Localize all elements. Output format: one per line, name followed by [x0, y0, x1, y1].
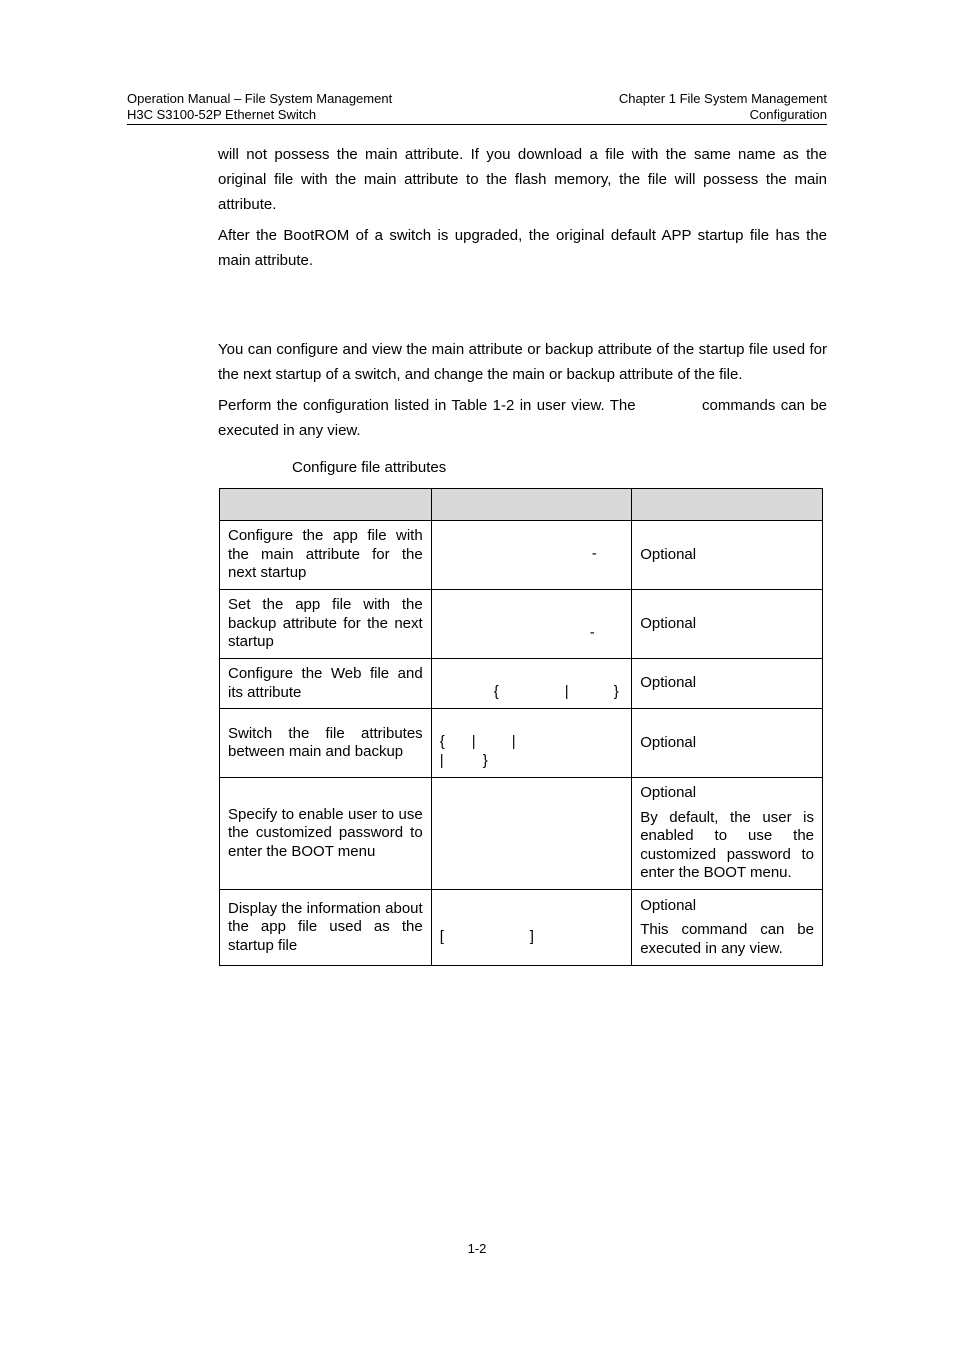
- paragraph-user-view-part2: commands can be executed in any view.: [218, 397, 828, 439]
- paragraph-user-view-part1: Perform the configuration listed in Table 1-2 in user view. The: [218, 397, 636, 414]
- command-symbol: -: [589, 624, 595, 641]
- table-row: [220, 659, 823, 709]
- operation-cell: Configure the Web file and its attribute: [220, 659, 432, 709]
- table-header-command: [431, 489, 632, 521]
- remarks-note: This command can be executed in any view.: [640, 921, 814, 957]
- command-symbol: {: [493, 683, 499, 700]
- table-header-remarks: [632, 489, 823, 521]
- paragraph-configure-attributes: You can configure and view the main attribute or backup attribute of the startup file used for the next startup of a switch, and change the main or backup attribute of the file.: [218, 341, 827, 383]
- paragraph-bootrom-upgrade: After the BootROM of a switch is upgraded, the original default APP startup file has the main attribute.: [218, 227, 827, 269]
- file-attributes-table: [219, 488, 823, 966]
- table-caption: Configure file attributes: [292, 459, 447, 476]
- remarks-text: Optional: [640, 614, 697, 632]
- running-header-right: [619, 91, 827, 123]
- command-cell: [431, 778, 632, 890]
- remarks-text: Optional: [640, 733, 697, 751]
- command-symbol: {: [439, 733, 445, 750]
- command-symbol: |: [511, 733, 516, 750]
- command-symbol: |: [439, 752, 444, 769]
- command-symbol: [: [439, 928, 444, 945]
- command-symbol: ]: [529, 928, 534, 945]
- remarks-note: By default, the user is enabled to use the customized password to enter the BOOT menu.: [640, 808, 814, 882]
- command-cell: [431, 709, 632, 778]
- command-symbol: |: [471, 733, 476, 750]
- header-product-name: H3C S3100-52P Ethernet Switch: [127, 107, 317, 122]
- operation-cell: Configure the app file with the main attribute for the next startup: [220, 521, 432, 590]
- command-cell: [431, 890, 632, 966]
- command-symbol: -: [591, 545, 597, 562]
- command-cell: [431, 659, 632, 709]
- remarks-text: Optional: [640, 896, 697, 914]
- remarks-text: Optional: [640, 784, 697, 802]
- operation-cell: Display the information about the app file used as the startup file: [220, 890, 432, 966]
- command-symbol: }: [613, 683, 619, 700]
- remarks-cell: [632, 659, 823, 709]
- table-header-row: [220, 489, 823, 521]
- remarks-cell: [632, 778, 823, 890]
- table-row: [220, 890, 823, 966]
- remarks-text: Optional: [640, 545, 697, 563]
- remarks-cell: [632, 890, 823, 966]
- header-section-name: Configuration: [749, 107, 827, 122]
- command-symbol: }: [482, 752, 488, 769]
- running-header-left: [127, 91, 392, 123]
- remarks-text: Optional: [640, 674, 697, 692]
- header-divider: [127, 124, 827, 125]
- command-symbol: |: [564, 683, 569, 700]
- command-cell: [431, 590, 632, 659]
- table-header-operation: [220, 489, 432, 521]
- remarks-cell: [632, 521, 823, 590]
- page-number: 1-2: [467, 1241, 487, 1256]
- header-manual-title: Operation Manual – File System Management: [127, 91, 393, 106]
- table-row: [220, 778, 823, 890]
- operation-cell: Set the app file with the backup attribute for the next startup: [220, 590, 432, 659]
- operation-cell: Specify to enable user to use the customized password to enter the BOOT menu: [220, 778, 432, 890]
- command-cell: [431, 521, 632, 590]
- table-row: [220, 521, 823, 590]
- remarks-cell: [632, 590, 823, 659]
- paragraph-user-view: [218, 393, 827, 443]
- operation-cell: Switch the file attributes between main and backup: [220, 709, 432, 778]
- remarks-cell: [632, 709, 823, 778]
- paragraph-main-attribute: will not possess the main attribute. If you download a file with the same name as the original file with the main attribute to the flash memory, the file will possess the main attribute.: [218, 146, 827, 213]
- table-row: [220, 590, 823, 659]
- header-chapter-title: Chapter 1 File System Management: [618, 91, 827, 106]
- table-row: [220, 709, 823, 778]
